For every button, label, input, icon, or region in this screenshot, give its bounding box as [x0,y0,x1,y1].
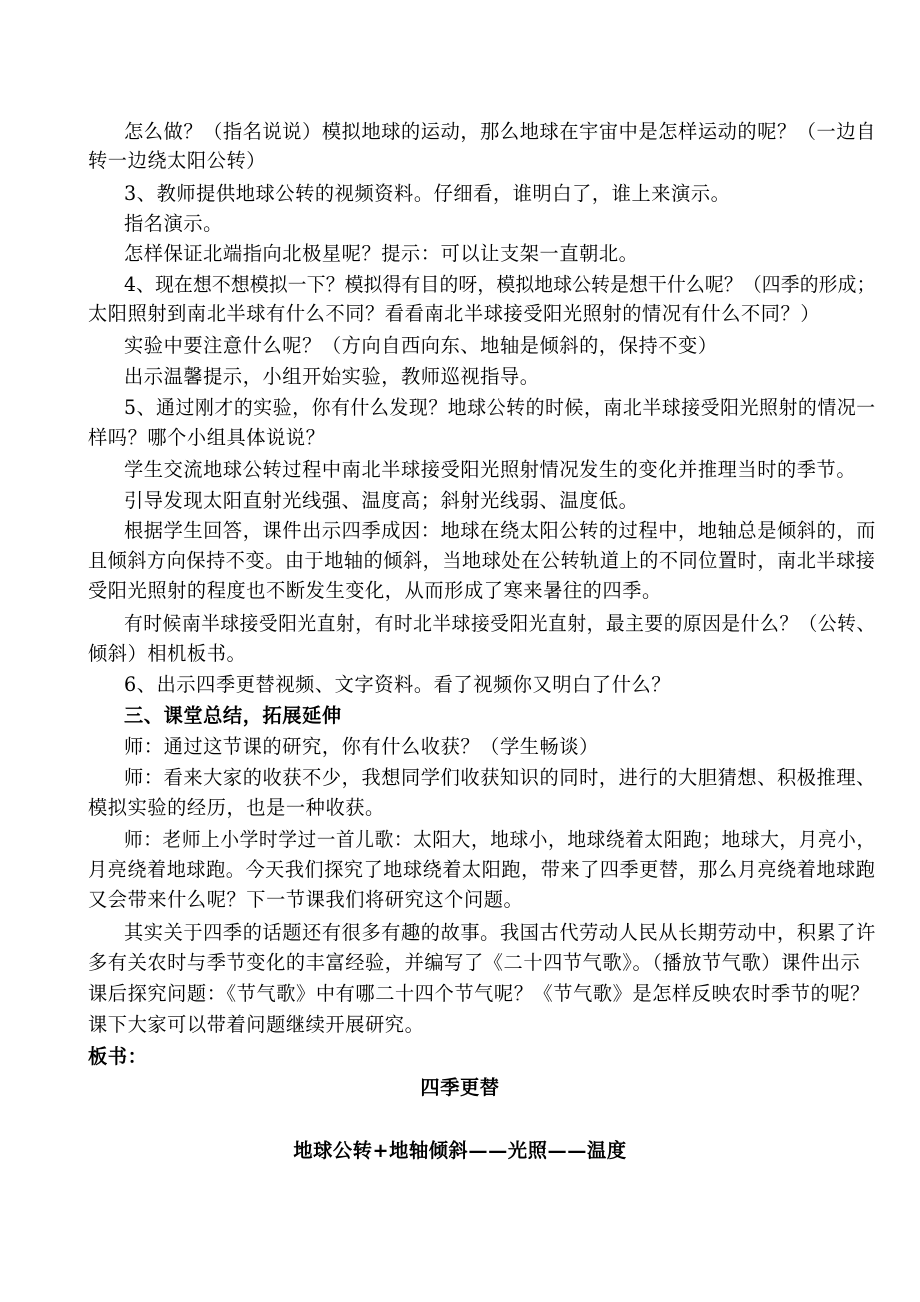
paragraph-line: 又会带来什么呢？下一节课我们将研究这个问题。 [88,888,524,911]
board-label: 板书： [88,1045,148,1068]
paragraph-line: 引导发现太阳直射光线强、温度高；斜射光线弱、温度低。 [124,489,639,512]
paragraph-line: 样吗？哪个小组具体说说？ [88,426,326,449]
paragraph-line: 怎样保证北端指向北极星呢？提示：可以让支架一直朝北。 [124,242,639,265]
paragraph-line: 受阳光照射的程度也不断发生变化，从而形成了寒来暑往的四季。 [88,579,662,602]
paragraph-line: 怎么做？（指名说说）模拟地球的运动，那么地球在宇宙中是怎样运动的呢？（一边自 [124,120,876,143]
paragraph-line: 5、通过刚才的实验，你有什么发现？地球公转的时候，南北半球接受阳光照射的情况一 [124,396,876,419]
paragraph-line: 转一边绕太阳公转） [88,149,267,172]
paragraph-line: 模拟实验的经历，也是一种收获。 [88,796,385,819]
paragraph-line: 出示温馨提示，小组开始实验，教师巡视指导。 [124,365,540,388]
paragraph-line: 学生交流地球公转过程中南北半球接受阳光照射情况发生的变化并推理当时的季节。 [124,458,857,481]
paragraph-line: 有时候南半球接受阳光直射，有时北半球接受阳光直射，最主要的原因是什么？（公转、 [124,612,876,635]
board-formula: 地球公转+地轴倾斜——光照——温度 [293,1139,627,1162]
paragraph-line: 4、现在想不想模拟一下？模拟得有目的呀，模拟地球公转是想干什么呢？（四季的形成； [124,273,876,296]
paragraph-line: 其实关于四季的话题还有很多有趣的故事。我国古代劳动人民从长期劳动中，积累了许 [124,921,876,944]
paragraph-line: 且倾斜方向保持不变。由于地轴的倾斜，当地球处在公转轨道上的不同位置时，南北半球接 [88,549,876,572]
paragraph-line: 实验中要注意什么呢？（方向自西向东、地轴是倾斜的，保持不变） [124,334,718,357]
paragraph-line: 师：老师上小学时学过一首儿歌：太阳大，地球小，地球绕着太阳跑；地球大，月亮小， [124,828,876,851]
paragraph-line: 根据学生回答，课件出示四季成因：地球在绕太阳公转的过程中，地轴总是倾斜的，而 [124,519,876,542]
paragraph-line: 太阳照射到南北半球有什么不同？看看南北半球接受阳光照射的情况有什么不同？） [88,302,821,325]
paragraph-line: 师：通过这节课的研究，你有什么收获？（学生畅谈） [124,735,599,758]
paragraph-line: 指名演示。 [124,212,223,235]
paragraph-line: 多有关农时与季节变化的丰富经验，并编写了《二十四节气歌》。（播放节气歌）课件出示 [88,951,861,974]
section-heading: 三、课堂总结，拓展延伸 [124,704,342,727]
paragraph-line: 3、教师提供地球公转的视频资料。仔细看，谁明白了，谁上来演示。 [124,182,731,205]
board-title: 四季更替 [420,1076,500,1099]
paragraph-line: 课后探究问题：《节气歌》中有哪二十四个节气呢？《节气歌》是怎样反映农时季节的呢？ [88,982,870,1005]
paragraph-line: 课下大家可以带着问题继续开展研究。 [88,1013,425,1036]
paragraph-line: 月亮绕着地球跑。今天我们探究了地球绕着太阳跑，带来了四季更替，那么月亮绕着地球跑 [88,858,876,881]
paragraph-line: 师：看来大家的收获不少，我想同学们收获知识的同时，进行的大胆猜想、积极推理、 [124,766,876,789]
paragraph-line: 倾斜）相机板书。 [88,642,247,665]
paragraph-line: 6、出示四季更替视频、文字资料。看了视频你又明白了什么？ [124,673,672,696]
